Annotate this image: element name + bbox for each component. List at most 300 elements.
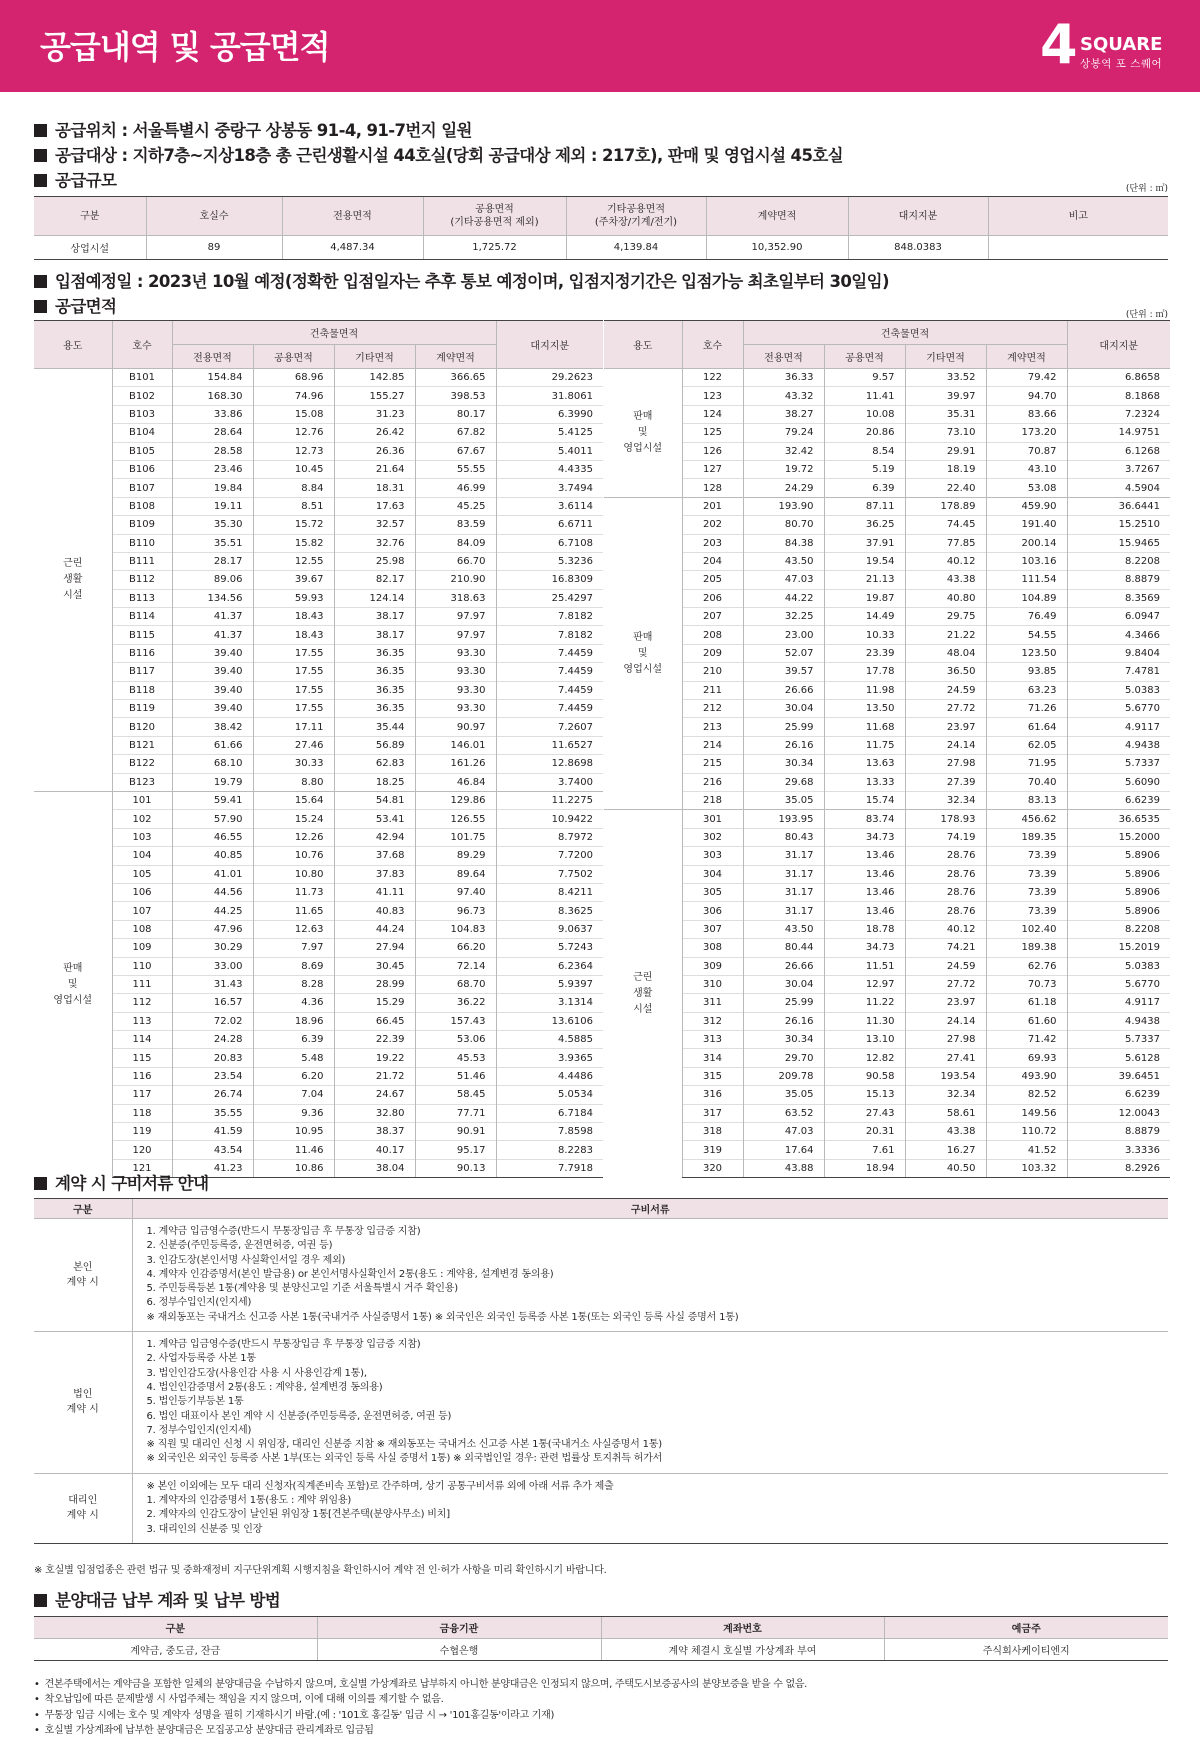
area-value-cell: 37.83 bbox=[334, 865, 415, 883]
area-value-cell: 25.98 bbox=[334, 552, 415, 570]
area-value-cell: 73.39 bbox=[986, 865, 1067, 883]
supply-area-heading: 공급면적 bbox=[34, 293, 116, 317]
area-row bbox=[604, 755, 1170, 773]
area-value-cell: 62.76 bbox=[986, 957, 1067, 975]
area-value-cell: 11.98 bbox=[824, 681, 905, 699]
docs-line: 7. 정부수입인지(인지세) bbox=[146, 1424, 252, 1436]
area-value-cell: 61.66 bbox=[172, 736, 253, 754]
area-value-cell: 53.06 bbox=[415, 1031, 496, 1049]
area-value-cell: 8.2208 bbox=[1067, 552, 1170, 570]
area-value-cell: 12.55 bbox=[253, 552, 334, 570]
area-row bbox=[34, 902, 603, 920]
area-value-cell: 191.40 bbox=[986, 516, 1067, 534]
area-value-cell: 67.67 bbox=[415, 442, 496, 460]
account-note-item: • 착오납입에 따른 문제발생 시 사업주체는 책임을 지지 않으며, 이에 대해 이의를 제기할 수 없음. bbox=[34, 1692, 443, 1707]
area-value-cell: 41.37 bbox=[172, 608, 253, 626]
area-value-cell: 19.72 bbox=[743, 460, 824, 478]
area-value-cell: 52.07 bbox=[743, 644, 824, 662]
area-value-cell: 95.17 bbox=[415, 1141, 496, 1159]
area-value-cell: 146.01 bbox=[415, 736, 496, 754]
area-value-cell: 8.28 bbox=[253, 975, 334, 993]
area-value-cell: 4.36 bbox=[253, 994, 334, 1012]
area-unit-cell: B103 bbox=[112, 405, 172, 423]
area-row bbox=[34, 644, 603, 662]
area-row bbox=[604, 773, 1170, 791]
area-value-cell: 7.8182 bbox=[496, 608, 603, 626]
area-value-cell: 27.39 bbox=[905, 773, 986, 791]
area-unit-cell: B115 bbox=[112, 626, 172, 644]
area-use-cell: 판매 및 영업시설 bbox=[604, 497, 682, 810]
area-value-cell: 4.5904 bbox=[1067, 479, 1170, 497]
scale-header-cell: 계약면적 bbox=[706, 197, 848, 236]
scale-cell: 1,725.72 bbox=[423, 236, 566, 260]
area-value-cell: 39.57 bbox=[743, 663, 824, 681]
area-value-cell: 4.4486 bbox=[496, 1067, 603, 1085]
area-value-cell: 43.38 bbox=[905, 571, 986, 589]
area-value-cell: 5.8906 bbox=[1067, 847, 1170, 865]
area-unit-cell: 312 bbox=[682, 1012, 743, 1030]
area-value-cell: 209.78 bbox=[743, 1067, 824, 1085]
area-value-cell: 32.42 bbox=[743, 442, 824, 460]
area-value-cell: 37.68 bbox=[334, 847, 415, 865]
area-value-cell: 35.05 bbox=[743, 1086, 824, 1104]
area-value-cell: 34.73 bbox=[824, 828, 905, 846]
scale-header-cell: 대지지분 bbox=[848, 197, 988, 236]
area-value-cell: 20.31 bbox=[824, 1123, 905, 1141]
area-value-cell: 28.64 bbox=[172, 424, 253, 442]
area-value-cell: 63.23 bbox=[986, 681, 1067, 699]
scale-cell: 10,352.90 bbox=[706, 236, 848, 260]
scale-cell: 4,487.34 bbox=[282, 236, 423, 260]
area-row bbox=[34, 1141, 603, 1159]
area-unit-cell: 306 bbox=[682, 902, 743, 920]
area-value-cell: 5.7337 bbox=[1067, 755, 1170, 773]
area-value-cell: 43.10 bbox=[986, 460, 1067, 478]
area-value-cell: 5.6770 bbox=[1067, 975, 1170, 993]
area-value-cell: 80.43 bbox=[743, 828, 824, 846]
area-value-cell: 93.30 bbox=[415, 681, 496, 699]
area-value-cell: 189.35 bbox=[986, 828, 1067, 846]
area-value-cell: 79.42 bbox=[986, 369, 1067, 387]
area-value-cell: 459.90 bbox=[986, 497, 1067, 515]
area-value-cell: 30.04 bbox=[743, 700, 824, 718]
account-header-cell: 계좌번호 bbox=[601, 1617, 884, 1639]
area-value-cell: 15.29 bbox=[334, 994, 415, 1012]
account-heading: 분양대금 납부 계좌 및 납부 방법 bbox=[34, 1587, 280, 1611]
area-value-cell: 31.17 bbox=[743, 865, 824, 883]
area-value-cell: 28.17 bbox=[172, 552, 253, 570]
area-value-cell: 3.7400 bbox=[496, 773, 603, 791]
area-row bbox=[34, 865, 603, 883]
area-value-cell: 13.46 bbox=[824, 902, 905, 920]
area-unit-cell: B119 bbox=[112, 700, 172, 718]
area-value-cell: 8.2283 bbox=[496, 1141, 603, 1159]
area-value-cell: 56.89 bbox=[334, 736, 415, 754]
docs-line: ※ 직원 및 대리인 신청 시 위임장, 대리인 신분증 지참 ※ 재외동포는 국내거소 신고증 사본 1통(국내거소 사실증명서 1통) bbox=[146, 1439, 662, 1451]
area-row bbox=[604, 810, 1170, 828]
area-value-cell: 10.76 bbox=[253, 847, 334, 865]
area-value-cell: 73.10 bbox=[905, 424, 986, 442]
area-value-cell: 30.04 bbox=[743, 975, 824, 993]
area-unit-cell: 218 bbox=[682, 791, 743, 809]
area-value-cell: 9.0637 bbox=[496, 920, 603, 938]
area-value-cell: 15.72 bbox=[253, 516, 334, 534]
area-value-cell: 193.90 bbox=[743, 497, 824, 515]
area-unit-cell: 124 bbox=[682, 405, 743, 423]
area-value-cell: 13.46 bbox=[824, 865, 905, 883]
area-value-cell: 5.6128 bbox=[1067, 1049, 1170, 1067]
area-value-cell: 23.54 bbox=[172, 1067, 253, 1085]
area-value-cell: 29.70 bbox=[743, 1049, 824, 1067]
area-unit-cell: B117 bbox=[112, 663, 172, 681]
area-value-cell: 37.91 bbox=[824, 534, 905, 552]
area-row bbox=[604, 479, 1170, 497]
supply-scale-table bbox=[34, 196, 1168, 260]
area-row bbox=[34, 497, 603, 515]
area-value-cell: 11.68 bbox=[824, 718, 905, 736]
area-row bbox=[604, 700, 1170, 718]
area-value-cell: 15.64 bbox=[253, 791, 334, 809]
area-value-cell: 12.76 bbox=[253, 424, 334, 442]
area-row bbox=[604, 516, 1170, 534]
area-unit-cell: 310 bbox=[682, 975, 743, 993]
area-value-cell: 68.10 bbox=[172, 755, 253, 773]
area-row bbox=[604, 902, 1170, 920]
area-value-cell: 13.50 bbox=[824, 700, 905, 718]
area-unit-cell: 304 bbox=[682, 865, 743, 883]
area-value-cell: 20.86 bbox=[824, 424, 905, 442]
docs-list-cell bbox=[132, 1219, 1168, 1332]
area-use-cell: 근린 생활 시설 bbox=[604, 810, 682, 1178]
area-value-cell: 8.3625 bbox=[496, 902, 603, 920]
area-row bbox=[604, 424, 1170, 442]
supply-area-table-left bbox=[34, 320, 603, 1178]
area-row bbox=[604, 828, 1170, 846]
area-value-cell: 45.25 bbox=[415, 497, 496, 515]
area-value-cell: 173.20 bbox=[986, 424, 1067, 442]
area-row bbox=[604, 1141, 1170, 1159]
area-value-cell: 36.33 bbox=[743, 369, 824, 387]
area-value-cell: 103.32 bbox=[986, 1159, 1067, 1177]
area-row bbox=[34, 773, 603, 791]
area-unit-cell: 215 bbox=[682, 755, 743, 773]
area-value-cell: 34.73 bbox=[824, 939, 905, 957]
area-value-cell: 36.35 bbox=[334, 663, 415, 681]
area-value-cell: 5.7243 bbox=[496, 939, 603, 957]
account-table bbox=[34, 1616, 1168, 1661]
area-value-cell: 5.4125 bbox=[496, 424, 603, 442]
area-header-building: 건축물면적 bbox=[743, 321, 1067, 345]
logo-main-text: SQUARE bbox=[1080, 34, 1163, 55]
area-value-cell: 7.4781 bbox=[1067, 663, 1170, 681]
area-value-cell: 200.14 bbox=[986, 534, 1067, 552]
area-unit-cell: 301 bbox=[682, 810, 743, 828]
scale-cell: 89 bbox=[146, 236, 282, 260]
area-value-cell: 35.30 bbox=[172, 516, 253, 534]
docs-type-cell: 법인 계약 시 bbox=[34, 1332, 132, 1474]
area-value-cell: 28.76 bbox=[905, 865, 986, 883]
docs-line: 4. 법인인감증명서 2통(용도 : 계약용, 설계변경 동의용) bbox=[146, 1381, 383, 1393]
area-row bbox=[34, 608, 603, 626]
area-value-cell: 7.8182 bbox=[496, 626, 603, 644]
area-value-cell: 6.6711 bbox=[496, 516, 603, 534]
docs-line: 2. 사업자등록증 사본 1통 bbox=[146, 1353, 256, 1365]
area-value-cell: 93.30 bbox=[415, 644, 496, 662]
area-row bbox=[34, 1123, 603, 1141]
area-unit-cell: B122 bbox=[112, 755, 172, 773]
docs-list-cell bbox=[132, 1332, 1168, 1474]
area-unit-cell: 108 bbox=[112, 920, 172, 938]
area-header-contract: 계약면적 bbox=[986, 345, 1067, 369]
area-use-cell: 판매 및 영업시설 bbox=[34, 791, 112, 1177]
docs-line: 3. 법인인감도장(사용인감 사용 시 사용인감계 1통), bbox=[146, 1367, 367, 1379]
area-value-cell: 26.16 bbox=[743, 736, 824, 754]
area-value-cell: 9.8404 bbox=[1067, 644, 1170, 662]
area-row bbox=[34, 755, 603, 773]
area-value-cell: 6.2364 bbox=[496, 957, 603, 975]
area-row bbox=[34, 1049, 603, 1067]
area-unit-cell: 303 bbox=[682, 847, 743, 865]
area-value-cell: 8.54 bbox=[824, 442, 905, 460]
docs-line: 5. 주민등록등본 1통(계약용 및 분양신고일 기준 서울특별시 거주 확인용) bbox=[146, 1283, 458, 1295]
area-value-cell: 23.46 bbox=[172, 460, 253, 478]
area-value-cell: 89.64 bbox=[415, 865, 496, 883]
area-unit-cell: B102 bbox=[112, 387, 172, 405]
area-value-cell: 96.73 bbox=[415, 902, 496, 920]
scale-header-cell: 호실수 bbox=[146, 197, 282, 236]
area-unit-cell: B123 bbox=[112, 773, 172, 791]
area-unit-cell: 113 bbox=[112, 1012, 172, 1030]
area-value-cell: 39.67 bbox=[253, 571, 334, 589]
area-value-cell: 129.86 bbox=[415, 791, 496, 809]
area-value-cell: 89.06 bbox=[172, 571, 253, 589]
area-value-cell: 80.17 bbox=[415, 405, 496, 423]
area-value-cell: 7.04 bbox=[253, 1086, 334, 1104]
area-value-cell: 149.56 bbox=[986, 1104, 1067, 1122]
area-value-cell: 18.96 bbox=[253, 1012, 334, 1030]
area-value-cell: 17.55 bbox=[253, 663, 334, 681]
area-value-cell: 31.17 bbox=[743, 883, 824, 901]
area-header-common: 공용면적 bbox=[824, 345, 905, 369]
area-value-cell: 10.95 bbox=[253, 1123, 334, 1141]
area-value-cell: 6.0947 bbox=[1067, 608, 1170, 626]
area-value-cell: 35.05 bbox=[743, 791, 824, 809]
area-value-cell: 104.83 bbox=[415, 920, 496, 938]
area-row bbox=[34, 1104, 603, 1122]
area-unit-cell: B110 bbox=[112, 534, 172, 552]
area-value-cell: 90.97 bbox=[415, 718, 496, 736]
area-value-cell: 90.91 bbox=[415, 1123, 496, 1141]
area-value-cell: 73.39 bbox=[986, 902, 1067, 920]
area-value-cell: 24.67 bbox=[334, 1086, 415, 1104]
area-row bbox=[604, 1104, 1170, 1122]
area-row bbox=[604, 1031, 1170, 1049]
area-value-cell: 40.83 bbox=[334, 902, 415, 920]
area-unit-cell: 212 bbox=[682, 700, 743, 718]
area-value-cell: 40.17 bbox=[334, 1141, 415, 1159]
docs-col-type: 구분 bbox=[34, 1199, 132, 1219]
area-value-cell: 10.80 bbox=[253, 865, 334, 883]
area-value-cell: 178.89 bbox=[905, 497, 986, 515]
area-value-cell: 36.25 bbox=[824, 516, 905, 534]
area-value-cell: 51.46 bbox=[415, 1067, 496, 1085]
area-value-cell: 27.94 bbox=[334, 939, 415, 957]
area-value-cell: 62.05 bbox=[986, 736, 1067, 754]
area-value-cell: 41.52 bbox=[986, 1141, 1067, 1159]
area-value-cell: 24.14 bbox=[905, 736, 986, 754]
4-square-logo-icon: 4 bbox=[1040, 13, 1076, 76]
area-value-cell: 53.08 bbox=[986, 479, 1067, 497]
area-value-cell: 87.11 bbox=[824, 497, 905, 515]
area-value-cell: 90.58 bbox=[824, 1067, 905, 1085]
area-value-cell: 67.82 bbox=[415, 424, 496, 442]
area-value-cell: 38.42 bbox=[172, 718, 253, 736]
area-row bbox=[604, 920, 1170, 938]
account-header-cell: 구분 bbox=[34, 1617, 317, 1639]
area-row bbox=[604, 405, 1170, 423]
area-value-cell: 77.85 bbox=[905, 534, 986, 552]
area-value-cell: 30.29 bbox=[172, 939, 253, 957]
area-value-cell: 26.74 bbox=[172, 1086, 253, 1104]
area-value-cell: 102.40 bbox=[986, 920, 1067, 938]
area-value-cell: 38.37 bbox=[334, 1123, 415, 1141]
area-value-cell: 10.86 bbox=[253, 1159, 334, 1177]
area-row bbox=[34, 442, 603, 460]
area-header-use: 용도 bbox=[604, 321, 682, 369]
area-unit-cell: 214 bbox=[682, 736, 743, 754]
area-row bbox=[34, 718, 603, 736]
area-row bbox=[34, 626, 603, 644]
area-value-cell: 8.80 bbox=[253, 773, 334, 791]
supply-scale-heading: 공급규모 bbox=[34, 167, 116, 191]
area-header-contract: 계약면적 bbox=[415, 345, 496, 369]
area-value-cell: 32.76 bbox=[334, 534, 415, 552]
area-value-cell: 25.4297 bbox=[496, 589, 603, 607]
area-value-cell: 10.08 bbox=[824, 405, 905, 423]
area-value-cell: 18.94 bbox=[824, 1159, 905, 1177]
area-header-exclusive: 전용면적 bbox=[172, 345, 253, 369]
area-value-cell: 103.16 bbox=[986, 552, 1067, 570]
area-value-cell: 36.6441 bbox=[1067, 497, 1170, 515]
area-value-cell: 68.70 bbox=[415, 975, 496, 993]
area-value-cell: 40.85 bbox=[172, 847, 253, 865]
area-unit-cell: 109 bbox=[112, 939, 172, 957]
docs-line: ※ 본인 이외에는 모두 대리 신청자(직계존비속 포함)로 간주하며, 상기 공통구비서류 외에 아래 서류 추가 제출 bbox=[146, 1480, 614, 1492]
area-unit-cell: 125 bbox=[682, 424, 743, 442]
area-unit-cell: 308 bbox=[682, 939, 743, 957]
area-unit-cell: B120 bbox=[112, 718, 172, 736]
area-value-cell: 7.61 bbox=[824, 1141, 905, 1159]
docs-line: 3. 인감도장(본인서명 사실확인서일 경우 제외) bbox=[146, 1254, 346, 1266]
area-header-unit: 호수 bbox=[112, 321, 172, 369]
area-value-cell: 58.61 bbox=[905, 1104, 986, 1122]
area-header-land: 대지지분 bbox=[496, 321, 603, 369]
area-value-cell: 13.10 bbox=[824, 1031, 905, 1049]
area-value-cell: 24.29 bbox=[743, 479, 824, 497]
area-value-cell: 70.40 bbox=[986, 773, 1067, 791]
area-unit-cell: 116 bbox=[112, 1067, 172, 1085]
area-value-cell: 12.8698 bbox=[496, 755, 603, 773]
area-value-cell: 9.36 bbox=[253, 1104, 334, 1122]
area-value-cell: 19.11 bbox=[172, 497, 253, 515]
area-value-cell: 82.52 bbox=[986, 1086, 1067, 1104]
area-row bbox=[604, 571, 1170, 589]
area-value-cell: 36.35 bbox=[334, 681, 415, 699]
area-unit-cell: 118 bbox=[112, 1104, 172, 1122]
area-value-cell: 36.35 bbox=[334, 644, 415, 662]
area-row bbox=[604, 1123, 1170, 1141]
area-value-cell: 36.22 bbox=[415, 994, 496, 1012]
area-value-cell: 97.40 bbox=[415, 883, 496, 901]
scale-header-cell: 기타공용면적 (주차장/기계/전기) bbox=[566, 197, 706, 236]
area-row bbox=[34, 975, 603, 993]
area-header-exclusive: 전용면적 bbox=[743, 345, 824, 369]
area-value-cell: 5.0534 bbox=[496, 1086, 603, 1104]
area-value-cell: 7.4459 bbox=[496, 644, 603, 662]
area-unit-cell: 316 bbox=[682, 1086, 743, 1104]
area-value-cell: 6.1268 bbox=[1067, 442, 1170, 460]
docs-line: 1. 계약금 입금영수증(반드시 무통장입금 후 무통장 입금증 지참) bbox=[146, 1226, 421, 1237]
area-row bbox=[34, 883, 603, 901]
area-value-cell: 26.42 bbox=[334, 424, 415, 442]
area-value-cell: 97.97 bbox=[415, 608, 496, 626]
area-value-cell: 124.14 bbox=[334, 589, 415, 607]
area-value-cell: 19.87 bbox=[824, 589, 905, 607]
area-value-cell: 66.70 bbox=[415, 552, 496, 570]
area-value-cell: 25.99 bbox=[743, 718, 824, 736]
area-row bbox=[34, 681, 603, 699]
area-value-cell: 8.84 bbox=[253, 479, 334, 497]
area-value-cell: 31.8061 bbox=[496, 387, 603, 405]
area-unit-cell: 117 bbox=[112, 1086, 172, 1104]
area-value-cell: 17.11 bbox=[253, 718, 334, 736]
area-value-cell: 8.2926 bbox=[1067, 1159, 1170, 1177]
area-value-cell: 5.3236 bbox=[496, 552, 603, 570]
area-value-cell: 456.62 bbox=[986, 810, 1067, 828]
area-value-cell: 11.30 bbox=[824, 1012, 905, 1030]
area-value-cell: 57.90 bbox=[172, 810, 253, 828]
area-value-cell: 15.24 bbox=[253, 810, 334, 828]
area-value-cell: 27.43 bbox=[824, 1104, 905, 1122]
area-value-cell: 38.27 bbox=[743, 405, 824, 423]
area-unit-cell: 314 bbox=[682, 1049, 743, 1067]
area-value-cell: 71.26 bbox=[986, 700, 1067, 718]
area-unit-cell: 203 bbox=[682, 534, 743, 552]
area-unit-cell: 311 bbox=[682, 994, 743, 1012]
area-value-cell: 15.13 bbox=[824, 1086, 905, 1104]
area-value-cell: 8.8879 bbox=[1067, 571, 1170, 589]
docs-line: 2. 신분증(주민등록증, 운전면허증, 여권 등) bbox=[146, 1240, 333, 1252]
area-unit-cell: B101 bbox=[112, 369, 172, 387]
area-unit-cell: 211 bbox=[682, 681, 743, 699]
account-cell: 주식회사케이티엔지 bbox=[884, 1639, 1168, 1661]
scale-cell: 848.0383 bbox=[848, 236, 988, 260]
area-value-cell: 6.6239 bbox=[1067, 1086, 1170, 1104]
area-row bbox=[34, 700, 603, 718]
area-value-cell: 13.46 bbox=[824, 847, 905, 865]
area-value-cell: 74.45 bbox=[905, 516, 986, 534]
area-value-cell: 59.41 bbox=[172, 791, 253, 809]
area-row bbox=[34, 994, 603, 1012]
area-unit-cell: B107 bbox=[112, 479, 172, 497]
scale-header-cell: 전용면적 bbox=[282, 197, 423, 236]
area-value-cell: 28.76 bbox=[905, 847, 986, 865]
scale-header-cell: 공용면적 (기타공용면적 제외) bbox=[423, 197, 566, 236]
area-row bbox=[604, 1159, 1170, 1177]
area-value-cell: 30.34 bbox=[743, 1031, 824, 1049]
area-unit-cell: 302 bbox=[682, 828, 743, 846]
area-value-cell: 32.34 bbox=[905, 1086, 986, 1104]
